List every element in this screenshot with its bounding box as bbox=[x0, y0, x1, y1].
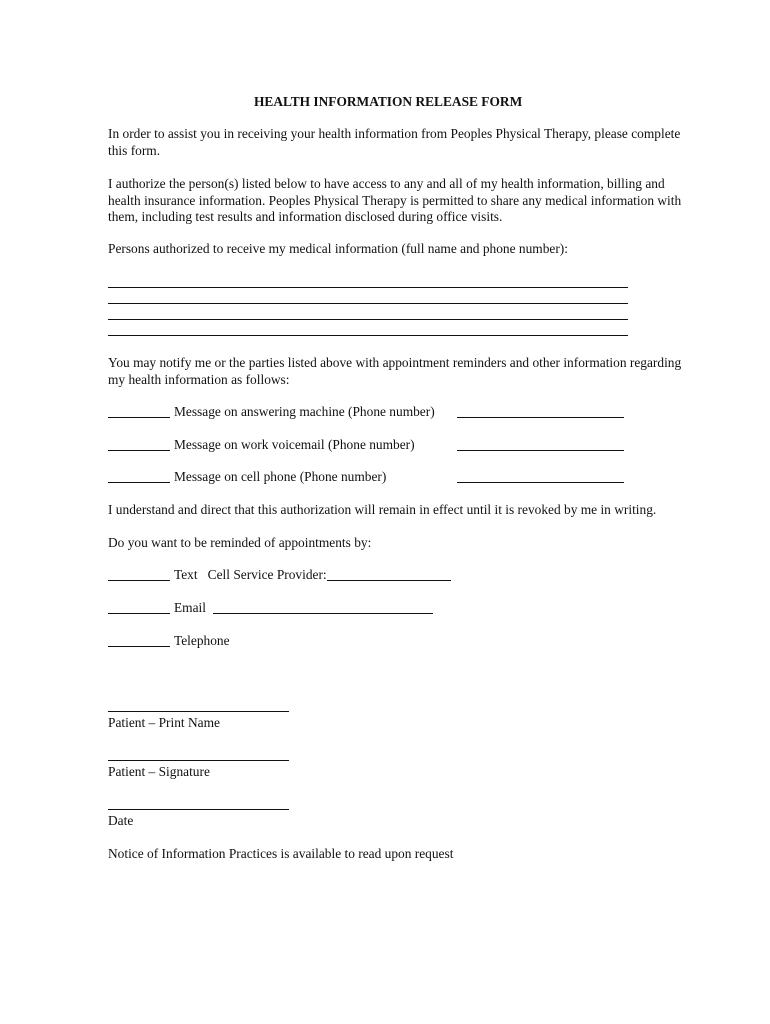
notice-text: Notice of Information Practices is available to read upon request bbox=[108, 846, 454, 861]
answering-machine-check-blank[interactable] bbox=[108, 405, 170, 418]
date-line[interactable] bbox=[108, 809, 289, 810]
remind-option-telephone bbox=[108, 633, 230, 650]
notify-paragraph: You may notify me or the parties listed above with appointment reminders and other information regarding my health information as follows: bbox=[108, 355, 682, 387]
authorization-paragraph: I authorize the person(s) listed below to have access to any and all of my health information, billing and health insurance information. Peoples Physical Therapy is permitted to share any medical information with them, including test results and information disclosed during office visits. bbox=[108, 176, 682, 224]
authorized-person-line-1[interactable] bbox=[108, 287, 628, 288]
authorized-person-line-3[interactable] bbox=[108, 319, 628, 320]
notify-option-answering-machine bbox=[108, 404, 435, 421]
cell-provider-blank[interactable] bbox=[327, 568, 451, 581]
text-check-blank[interactable] bbox=[108, 568, 170, 581]
answering-machine-label: Message on answering machine (Phone number) bbox=[174, 404, 435, 419]
signature-line[interactable] bbox=[108, 760, 289, 761]
understand-statement: I understand and direct that this authorization will remain in effect until it is revoked by me in writing. bbox=[108, 502, 657, 517]
intro-paragraph: In order to assist you in receiving your health information from Peoples Physical Therapy, please complete this form. bbox=[108, 126, 681, 158]
form-title: HEALTH INFORMATION RELEASE FORM bbox=[254, 94, 523, 109]
cell-phone-label: Message on cell phone (Phone number) bbox=[174, 469, 387, 484]
email-option-label: Email bbox=[174, 600, 206, 615]
date-label: Date bbox=[108, 813, 134, 828]
remind-option-email bbox=[108, 600, 433, 617]
notify-option-cell-phone bbox=[108, 469, 386, 486]
authorized-person-line-4[interactable] bbox=[108, 335, 628, 336]
text-option-label: Text bbox=[174, 567, 198, 582]
remind-option-text bbox=[108, 567, 451, 584]
print-name-label: Patient – Print Name bbox=[108, 715, 220, 730]
cell-phone-check-blank[interactable] bbox=[108, 470, 170, 483]
answering-machine-phone-blank[interactable] bbox=[457, 417, 624, 418]
work-voicemail-check-blank[interactable] bbox=[108, 438, 170, 451]
email-check-blank[interactable] bbox=[108, 601, 170, 614]
authorized-person-line-2[interactable] bbox=[108, 303, 628, 304]
cell-provider-label: Cell Service Provider: bbox=[207, 567, 327, 582]
persons-authorized-label: Persons authorized to receive my medical information (full name and phone number): bbox=[108, 241, 568, 256]
email-address-blank[interactable] bbox=[213, 601, 433, 614]
work-voicemail-label: Message on work voicemail (Phone number) bbox=[174, 437, 415, 452]
telephone-option-label: Telephone bbox=[174, 633, 230, 648]
work-voicemail-phone-blank[interactable] bbox=[457, 450, 624, 451]
signature-label: Patient – Signature bbox=[108, 764, 210, 779]
remind-question: Do you want to be reminded of appointments by: bbox=[108, 535, 372, 550]
cell-phone-number-blank[interactable] bbox=[457, 482, 624, 483]
notify-option-work-voicemail bbox=[108, 437, 415, 454]
telephone-check-blank[interactable] bbox=[108, 634, 170, 647]
print-name-line[interactable] bbox=[108, 711, 289, 712]
